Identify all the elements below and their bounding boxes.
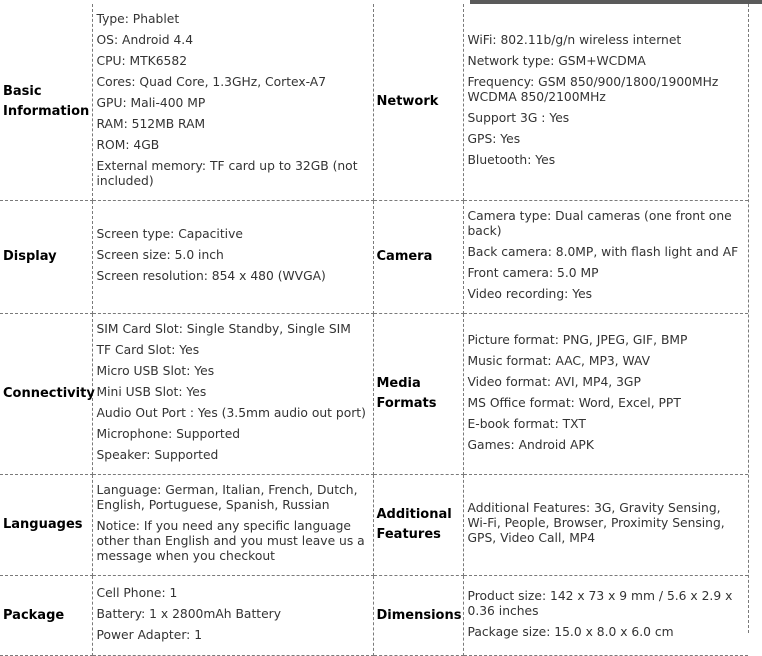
row-label: Additional Features xyxy=(373,475,463,576)
spec-item: Camera type: Dual cameras (one front one back) xyxy=(467,209,732,238)
spec-item: External memory: TF card up to 32GB (not included) xyxy=(96,159,358,188)
row-label: Network xyxy=(373,4,463,201)
spec-item: RAM: 512MB RAM xyxy=(96,117,206,131)
row-values xyxy=(463,201,748,314)
spec-item: Language: German, Italian, French, Dutch, English, Portuguese, Spanish, Russian xyxy=(96,483,358,512)
spec-item: Micro USB Slot: Yes xyxy=(96,364,215,378)
spec-item: Bluetooth: Yes xyxy=(467,153,556,167)
spec-item: Video format: AVI, MP4, 3GP xyxy=(467,374,641,389)
spec-item: Games: Android APK xyxy=(467,437,594,452)
row-label: Connectivity xyxy=(0,314,92,475)
spec-item: Product size: 142 x 73 x 9 mm / 5.6 x 2.9 x 0.36 inches xyxy=(467,588,733,618)
row-values xyxy=(92,576,373,656)
spec-item: Back camera: 8.0MP, with flash light and AF xyxy=(467,245,739,259)
spec-item: Audio Out Port : Yes (3.5mm audio out port) xyxy=(96,406,366,420)
spec-item: Front camera: 5.0 MP xyxy=(467,266,599,280)
spec-row-connectivity xyxy=(0,314,748,475)
spec-item: Picture format: PNG, JPEG, GIF, BMP xyxy=(467,332,688,347)
row-label: Basic Information xyxy=(0,4,92,201)
row-values xyxy=(92,201,373,314)
spec-item: Additional Features: 3G, Gravity Sensing, Wi-Fi, People, Browser, Proximity Sensing, GPS, Video Call, MP4 xyxy=(467,501,725,545)
spec-item: Package size: 15.0 x 8.0 x 6.0 cm xyxy=(467,624,674,639)
spec-item: Mini USB Slot: Yes xyxy=(96,385,207,399)
spec-row-basic xyxy=(0,4,748,201)
spec-item: Screen type: Capacitive xyxy=(96,227,243,241)
spec-item: MS Office format: Word, Excel, PPT xyxy=(467,395,681,410)
spec-item: Cell Phone: 1 xyxy=(96,585,178,600)
spec-row-display xyxy=(0,201,748,314)
spec-item: Screen size: 5.0 inch xyxy=(96,248,224,262)
spec-item: CPU: MTK6582 xyxy=(96,54,188,68)
spec-item: Network type: GSM+WCDMA xyxy=(467,54,646,68)
spec-item: Power Adapter: 1 xyxy=(96,627,203,642)
spec-item: E-book format: TXT xyxy=(467,416,586,431)
row-label: Package xyxy=(0,576,92,656)
spec-row-languages xyxy=(0,475,748,576)
row-values xyxy=(463,475,748,576)
spec-item: Support 3G : Yes xyxy=(467,111,570,125)
spec-item: Speaker: Supported xyxy=(96,448,219,462)
spec-item: Video recording: Yes xyxy=(467,287,593,301)
spec-item: GPU: Mali-400 MP xyxy=(96,96,206,110)
spec-item: Type: Phablet xyxy=(96,12,180,26)
table-right-border xyxy=(748,4,749,633)
row-label: Display xyxy=(0,201,92,314)
spec-item: SIM Card Slot: Single Standby, Single SIM xyxy=(96,322,351,336)
spec-item: OS: Android 4.4 xyxy=(96,33,194,47)
row-values xyxy=(92,4,373,201)
row-values xyxy=(92,475,373,576)
row-label: Languages xyxy=(0,475,92,576)
spec-item: Battery: 1 x 2800mAh Battery xyxy=(96,606,281,621)
row-values xyxy=(92,314,373,475)
row-values xyxy=(463,314,748,475)
specifications-table xyxy=(0,4,748,656)
row-label: Media Formats xyxy=(373,314,463,475)
spec-item: Notice: If you need any specific language other than English and you must leave us a message when you checkout xyxy=(96,519,365,563)
spec-item: Microphone: Supported xyxy=(96,427,241,441)
row-label: Camera xyxy=(373,201,463,314)
spec-row-package xyxy=(0,576,748,656)
row-values xyxy=(463,4,748,201)
spec-item: Frequency: GSM 850/900/1800/1900MHz WCDMA 850/2100MHz xyxy=(467,75,719,104)
row-values xyxy=(463,576,748,656)
spec-item: Cores: Quad Core, 1.3GHz, Cortex-A7 xyxy=(96,75,327,89)
spec-item: TF Card Slot: Yes xyxy=(96,343,200,357)
spec-item: Screen resolution: 854 x 480 (WVGA) xyxy=(96,269,326,283)
spec-item: WiFi: 802.11b/g/n wireless internet xyxy=(467,33,682,47)
spec-item: Music format: AAC, MP3, WAV xyxy=(467,353,651,368)
spec-item: ROM: 4GB xyxy=(96,138,160,152)
spec-item: GPS: Yes xyxy=(467,132,521,146)
row-label: Dimensions xyxy=(373,576,463,656)
